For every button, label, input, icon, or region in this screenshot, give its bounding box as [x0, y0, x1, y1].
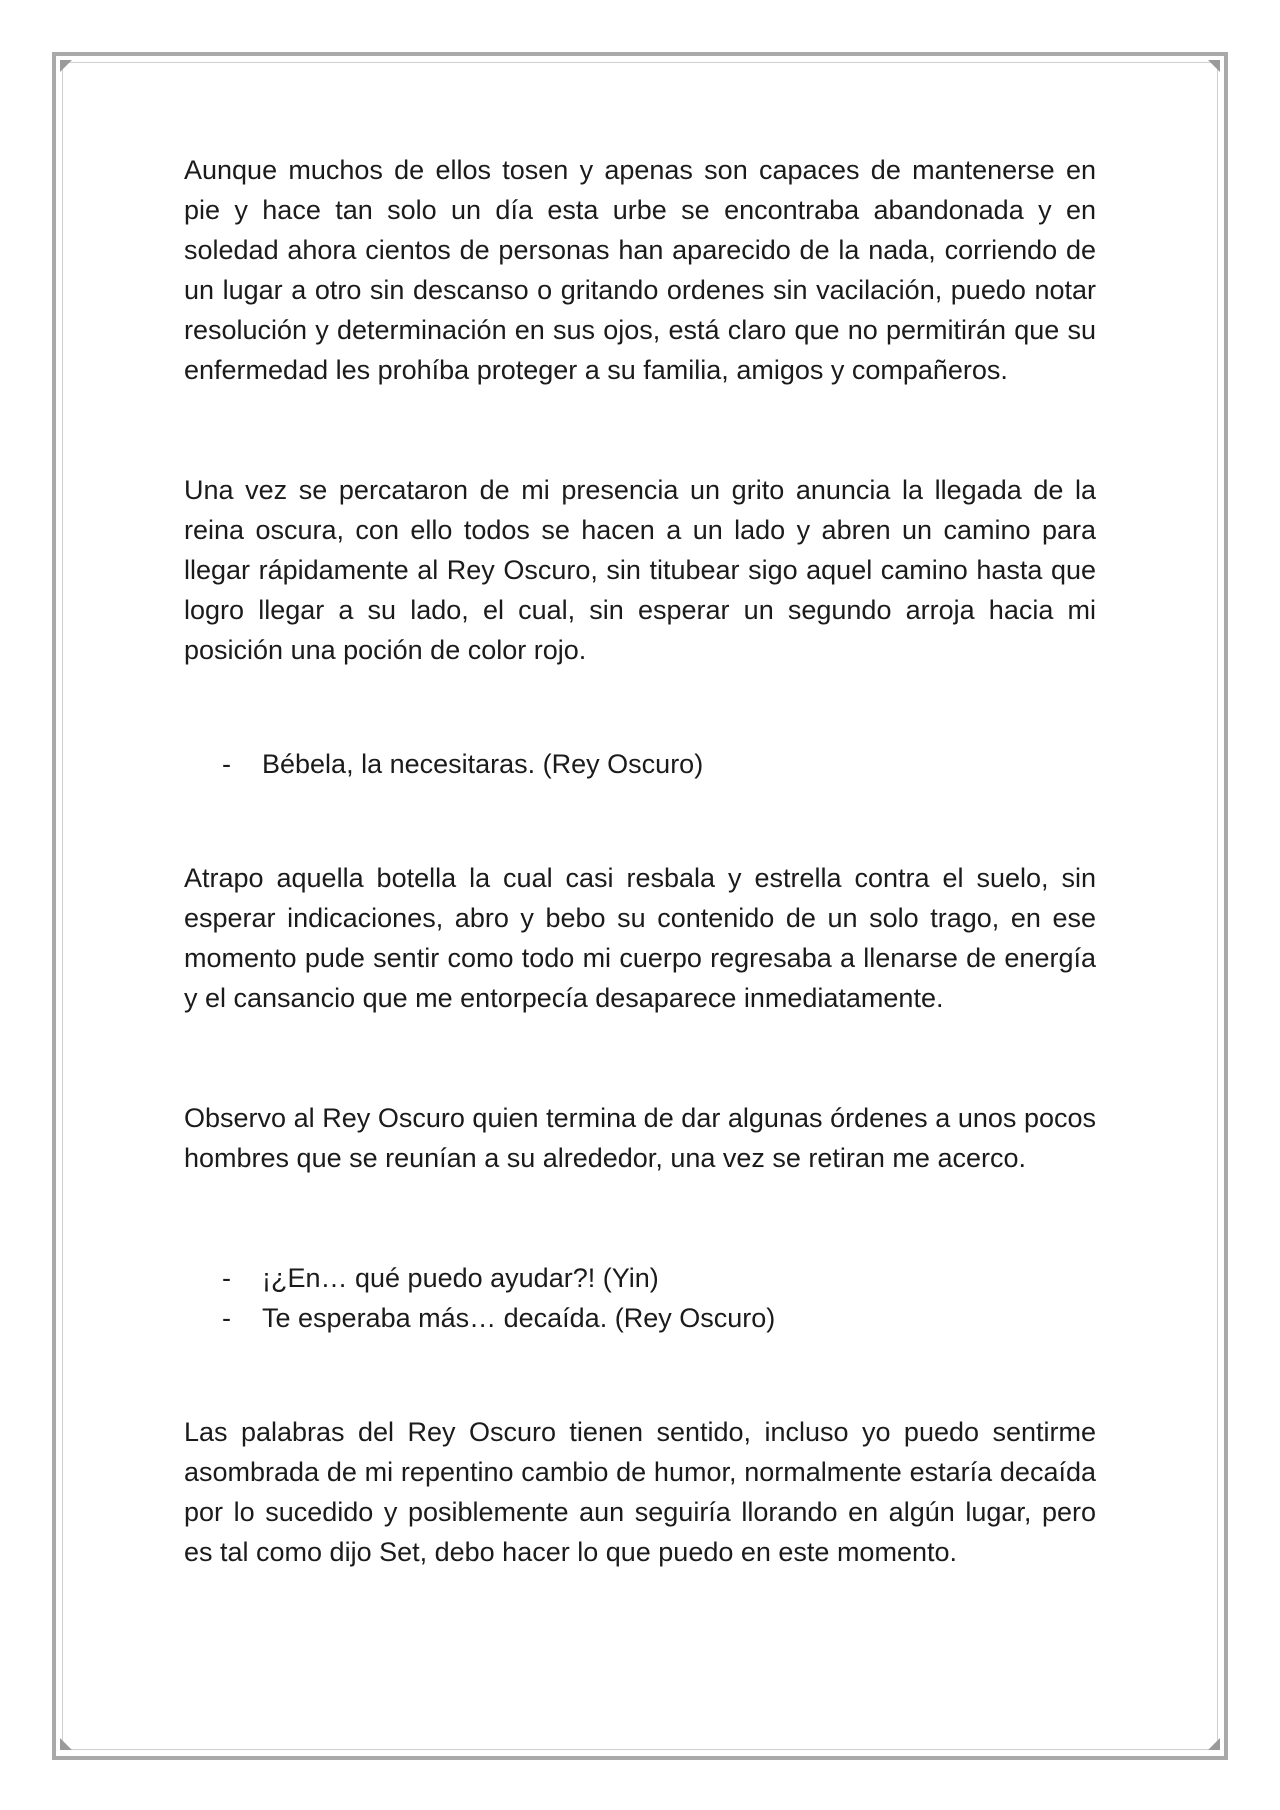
dialogue-text: ¡¿En… qué puedo ayudar?! (Yin) — [262, 1263, 659, 1293]
paragraph-spacer — [184, 784, 1096, 858]
dialogue-list-1 — [184, 744, 1096, 784]
paragraph-spacer — [184, 1338, 1096, 1412]
corner-ornament-top-right — [1206, 60, 1220, 74]
corner-ornament-bottom-left — [60, 1736, 74, 1750]
paragraph-3: Atrapo aquella botella la cual casi resbala y estrella contra el suelo, sin esperar indicaciones, abro y bebo su contenido de un solo trago, en ese momento pude sentir como todo mi cuerpo regresaba a llenarse de energía y el cansancio que me entorpecía desaparece inmediatamente. — [184, 863, 1096, 1013]
paragraph-spacer — [184, 390, 1096, 470]
dialogue-text: Bébela, la necesitaras. (Rey Oscuro) — [262, 749, 704, 779]
dialogue-line — [184, 744, 1096, 784]
dialogue-dash: - — [222, 1263, 231, 1293]
dialogue-text: Te esperaba más… decaída. (Rey Oscuro) — [262, 1303, 776, 1333]
body-text — [184, 150, 1096, 1572]
dialogue-line — [184, 1298, 1096, 1338]
dialogue-line — [184, 1258, 1096, 1298]
dialogue-list-2 — [184, 1258, 1096, 1338]
corner-ornament-top-left — [60, 60, 74, 74]
paragraph-5: Las palabras del Rey Oscuro tienen sentido, incluso yo puedo sentirme asombrada de mi repentino cambio de humor, normalmente estaría decaída por lo sucedido y posiblemente aun seguiría llorando en algún lugar, pero es tal como dijo Set, debo hacer lo que puedo en este momento. — [184, 1417, 1096, 1567]
paragraph-spacer — [184, 1018, 1096, 1098]
paragraph-spacer — [184, 670, 1096, 744]
dialogue-dash: - — [222, 749, 231, 779]
corner-ornament-bottom-right — [1206, 1736, 1220, 1750]
paragraph-1: Aunque muchos de ellos tosen y apenas son capaces de mantenerse en pie y hace tan solo un día esta urbe se encontraba abandonada y en soledad ahora cientos de personas han aparecido de la nada, corriendo de un lugar a otro sin descanso o gritando ordenes sin vacilación, puedo notar resolución y determinación en sus ojos, está claro que no permitirán que su enfermedad les prohíba proteger a su familia, amigos y compañeros. — [184, 155, 1096, 385]
paragraph-spacer — [184, 1178, 1096, 1258]
paragraph-2: Una vez se percataron de mi presencia un grito anuncia la llegada de la reina oscura, con ello todos se hacen a un lado y abren un camino para llegar rápidamente al Rey Oscuro, sin titubear sigo aquel camino hasta que logro llegar a su lado, el cual, sin esperar un segundo arroja hacia mi posición una poción de color rojo. — [184, 475, 1096, 665]
dialogue-dash: - — [222, 1303, 231, 1333]
paragraph-4: Observo al Rey Oscuro quien termina de dar algunas órdenes a unos pocos hombres que se reunían a su alrededor, una vez se retiran me acerco. — [184, 1103, 1096, 1173]
